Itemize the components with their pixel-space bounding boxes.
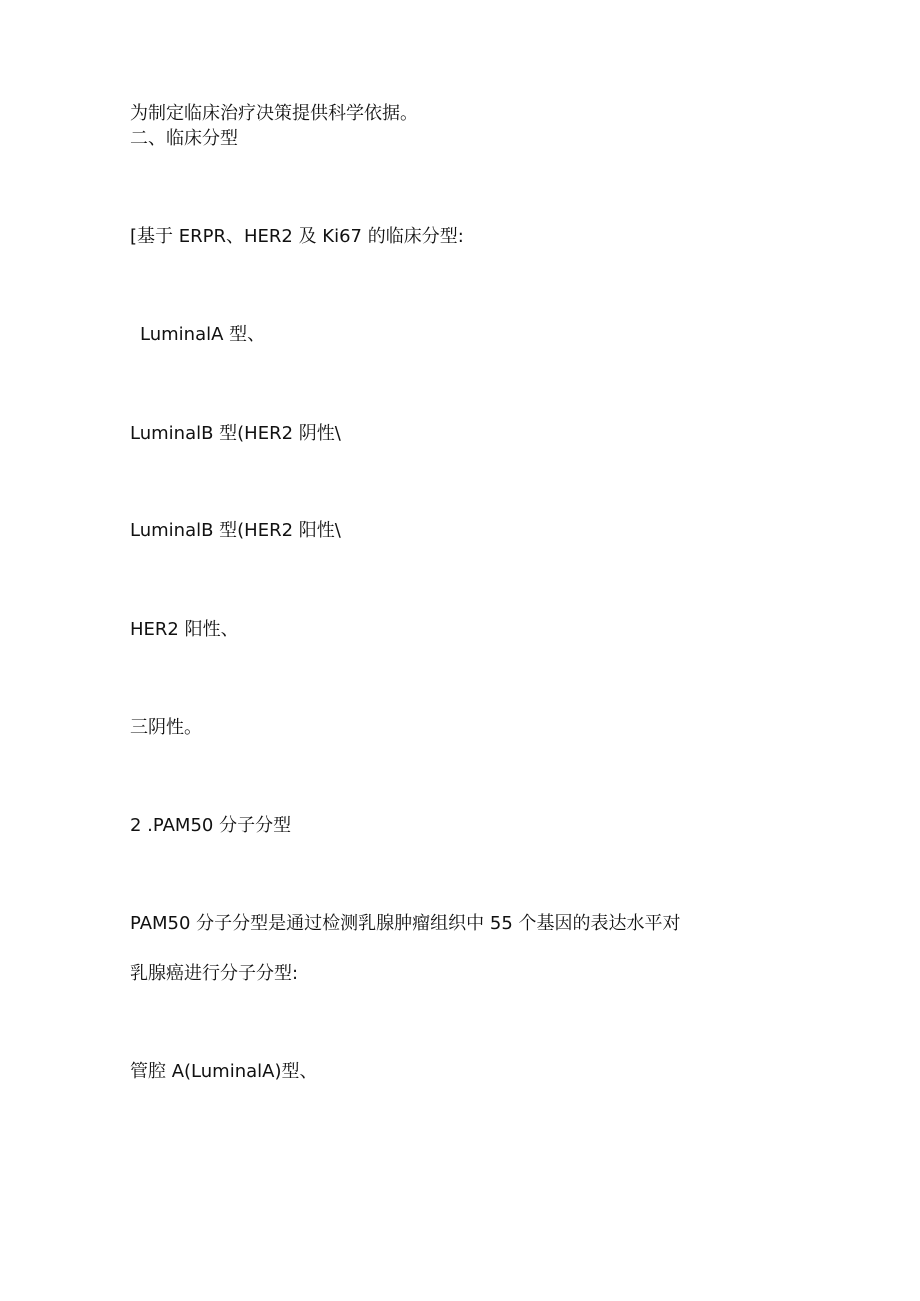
section-heading-pam50: 2 .PAM50 分子分型 [130,815,292,836]
text-line-intro: 为制定临床治疗决策提供科学依据。 [130,103,418,124]
list-item-luminal-a-lumen: 管腔 A(LuminalA)型、 [130,1061,318,1082]
section-heading-clinical-typing: 二、临床分型 [130,128,238,149]
list-item-luminal-b-her2-positive: LuminalB 型(HER2 阳性\ [130,520,341,541]
list-item-luminal-b-her2-negative: LuminalB 型(HER2 阴性\ [130,423,341,444]
text-line-pam50-description: PAM50 分子分型是通过检测乳腺肿瘤组织中 55 个基因的表达水平对 [130,913,681,934]
list-item-luminal-a: LuminalA 型、 [140,324,266,345]
text-line-pam50-description-cont: 乳腺癌进行分子分型: [130,963,299,984]
list-item-her2-positive: HER2 阳性、 [130,619,239,640]
list-item-triple-negative: 三阴性。 [130,717,202,738]
text-line-clinical-typing-basis: [基于 ERPR、HER2 及 Ki67 的临床分型: [130,226,464,247]
